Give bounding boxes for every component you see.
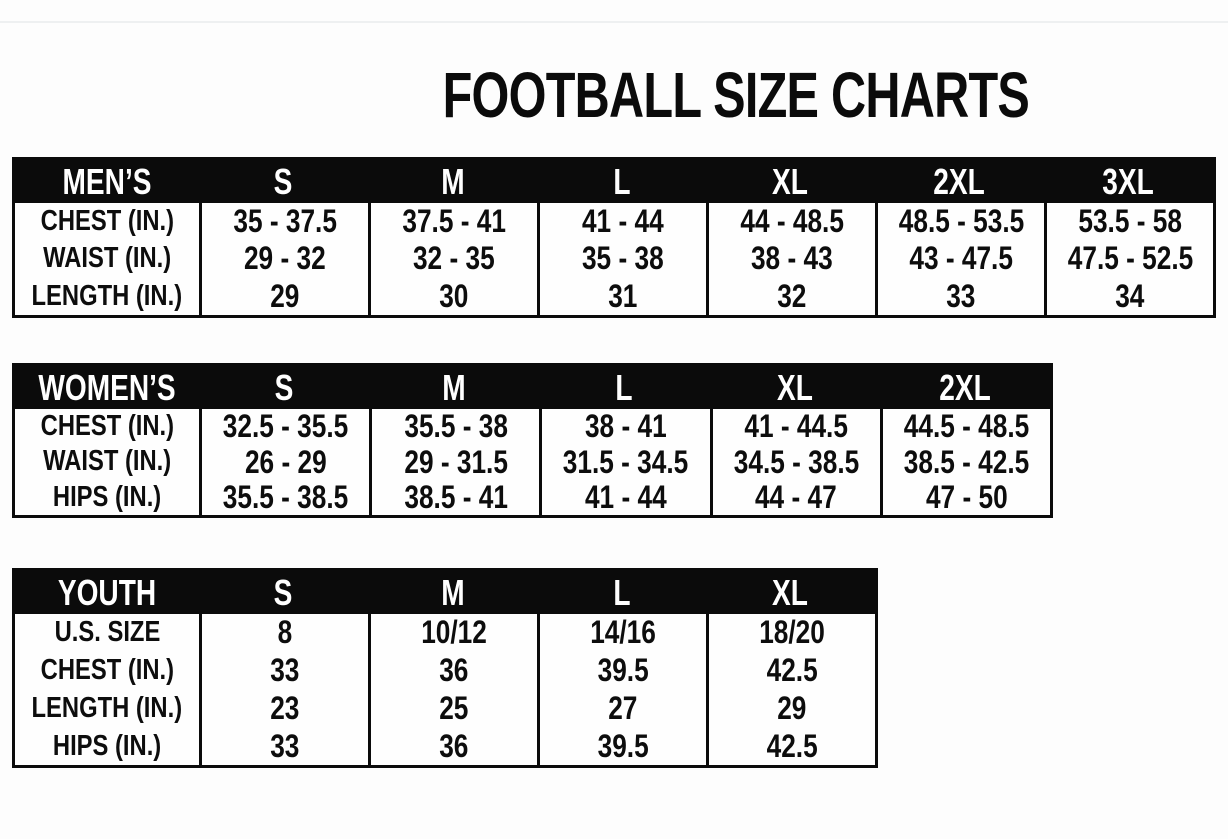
size-value-cell	[1044, 278, 1213, 315]
size-value: 35.5 - 38.5	[222, 479, 349, 515]
size-value: 33	[946, 277, 976, 314]
size-value: 32	[777, 277, 807, 314]
size-value: 35 - 38	[582, 240, 664, 277]
size-value: 48.5 - 53.5	[898, 203, 1024, 240]
size-value: 41 - 44.5	[744, 409, 848, 445]
column-header-label: 2XL	[939, 366, 991, 408]
size-value: 42.5	[766, 652, 818, 689]
size-value-cell	[368, 203, 537, 240]
column-header	[875, 160, 1044, 203]
size-value-cell	[369, 444, 539, 479]
size-value-cell	[537, 278, 706, 315]
column-header	[706, 571, 875, 614]
size-value: 23	[270, 689, 300, 726]
size-value-cell	[199, 409, 369, 444]
size-value: 47.5 - 52.5	[1067, 240, 1193, 277]
column-header	[537, 160, 706, 203]
row-label: CHEST (IN.)	[40, 205, 174, 238]
size-value-cell	[199, 278, 368, 315]
size-value: 38 - 43	[751, 240, 833, 277]
size-value: 18/20	[759, 614, 825, 651]
row-label-cell	[15, 727, 199, 765]
column-header-label: L	[615, 366, 634, 408]
size-value: 38 - 41	[585, 409, 667, 445]
size-value: 31	[608, 277, 638, 314]
size-chart-mens	[12, 157, 1216, 318]
row-label-cell	[15, 614, 199, 652]
column-header-label: M	[440, 571, 465, 613]
column-header-label: XL	[772, 160, 809, 202]
size-value-cell	[199, 614, 368, 652]
column-header-label: XL	[776, 366, 813, 408]
column-header-label: S	[274, 571, 293, 613]
column-header-label: M	[442, 366, 466, 408]
size-value: 34	[1115, 277, 1145, 314]
size-value-cell	[875, 240, 1044, 277]
size-value: 35 - 37.5	[233, 203, 337, 240]
size-value: 29	[270, 277, 300, 314]
size-value-cell	[880, 409, 1050, 444]
size-value: 37.5 - 41	[402, 203, 506, 240]
table-title-cell	[15, 160, 199, 203]
column-header-label: XL	[772, 571, 809, 613]
column-header-label: L	[612, 571, 631, 613]
row-label: CHEST (IN.)	[40, 654, 174, 687]
size-value-cell	[706, 614, 875, 652]
size-value-cell	[199, 727, 368, 765]
top-divider-line	[0, 21, 1228, 23]
row-label: HIPS (IN.)	[52, 480, 162, 513]
row-label: LENGTH (IN.)	[31, 279, 183, 312]
size-value: 27	[608, 689, 638, 726]
size-value-cell	[539, 409, 709, 444]
size-value: 32 - 35	[413, 240, 495, 277]
size-value-cell	[539, 480, 709, 515]
column-header	[199, 366, 369, 409]
column-header	[368, 571, 537, 614]
column-header-label: M	[440, 160, 465, 202]
column-header-label: S	[274, 366, 294, 408]
size-value-cell	[539, 444, 709, 479]
size-value: 53.5 - 58	[1078, 203, 1182, 240]
size-value-cell	[710, 409, 880, 444]
column-header	[199, 160, 368, 203]
page-title-row	[0, 58, 1228, 131]
row-label-cell	[15, 409, 199, 444]
size-value: 47 - 50	[925, 479, 1008, 515]
column-header-label: S	[274, 160, 293, 202]
size-value-cell	[368, 690, 537, 728]
size-value-cell	[706, 727, 875, 765]
size-value: 36	[439, 652, 469, 689]
row-label-cell	[15, 240, 199, 277]
row-label: U.S. SIZE	[54, 616, 160, 649]
size-value-cell	[706, 278, 875, 315]
size-value-cell	[199, 690, 368, 728]
size-value-cell	[368, 652, 537, 690]
size-value: 38.5 - 42.5	[903, 444, 1030, 480]
size-value: 33	[270, 652, 300, 689]
table-title-label: MEN’S	[62, 160, 152, 202]
size-value: 30	[439, 277, 469, 314]
size-value: 8	[277, 614, 293, 651]
column-header	[1044, 160, 1213, 203]
column-header	[706, 160, 875, 203]
size-value: 26 - 29	[244, 444, 327, 480]
size-value: 14/16	[590, 614, 656, 651]
size-value-cell	[368, 240, 537, 277]
size-value: 29 - 32	[244, 240, 326, 277]
size-value-cell	[199, 444, 369, 479]
table-title-cell	[15, 366, 199, 409]
row-label-cell	[15, 278, 199, 315]
size-value: 38.5 - 41	[403, 479, 508, 515]
size-value-cell	[368, 278, 537, 315]
column-header	[880, 366, 1050, 409]
size-value-cell	[706, 203, 875, 240]
column-header-label: L	[612, 160, 631, 202]
size-value: 44 - 48.5	[740, 203, 844, 240]
size-value-cell	[875, 278, 1044, 315]
size-value-cell	[199, 480, 369, 515]
size-value: 44 - 47	[755, 479, 838, 515]
size-value-cell	[369, 409, 539, 444]
size-value-cell	[537, 652, 706, 690]
row-label-cell	[15, 690, 199, 728]
size-value: 32.5 - 35.5	[222, 409, 349, 445]
size-value: 29	[777, 689, 807, 726]
column-header	[710, 366, 880, 409]
row-label-cell	[15, 203, 199, 240]
size-value: 43 - 47.5	[909, 240, 1013, 277]
column-header	[369, 366, 539, 409]
column-header	[539, 366, 709, 409]
size-value-cell	[537, 690, 706, 728]
size-value: 10/12	[421, 614, 487, 651]
row-label: HIPS (IN.)	[52, 729, 162, 762]
size-value-cell	[199, 652, 368, 690]
size-value: 41 - 44	[582, 203, 664, 240]
column-header	[199, 571, 368, 614]
column-header	[368, 160, 537, 203]
page-title: FOOTBALL SIZE CHARTS	[442, 59, 1030, 131]
row-label: WAIST (IN.)	[42, 445, 172, 478]
table-title-label: WOMEN’S	[38, 366, 176, 408]
row-label-cell	[15, 652, 199, 690]
size-value: 31.5 - 34.5	[563, 444, 689, 480]
size-value: 44.5 - 48.5	[903, 409, 1030, 445]
size-value-cell	[1044, 240, 1213, 277]
size-value-cell	[710, 480, 880, 515]
row-label-cell	[15, 444, 199, 479]
size-value: 35.5 - 38	[403, 409, 508, 445]
table-title-cell	[15, 571, 199, 614]
size-value: 39.5	[597, 727, 649, 764]
size-value-cell	[537, 240, 706, 277]
size-value-cell	[537, 614, 706, 652]
column-header	[537, 571, 706, 614]
row-label: WAIST (IN.)	[42, 242, 172, 275]
column-header-label: 2XL	[933, 160, 986, 202]
size-value: 29 - 31.5	[403, 444, 508, 480]
size-value-cell	[706, 240, 875, 277]
size-value-cell	[706, 652, 875, 690]
size-value-cell	[369, 480, 539, 515]
size-chart-womens	[12, 363, 1053, 518]
size-value: 41 - 44	[585, 479, 667, 515]
size-value-cell	[368, 614, 537, 652]
row-label: LENGTH (IN.)	[31, 691, 183, 724]
size-value: 34.5 - 38.5	[733, 444, 859, 480]
size-value-cell	[706, 690, 875, 728]
size-value-cell	[537, 203, 706, 240]
size-value-cell	[537, 727, 706, 765]
column-header-label: 3XL	[1102, 160, 1155, 202]
row-label-cell	[15, 480, 199, 515]
size-value-cell	[880, 480, 1050, 515]
size-chart-youth	[12, 568, 878, 768]
size-value-cell	[1044, 203, 1213, 240]
size-value: 25	[439, 689, 469, 726]
size-value-cell	[710, 444, 880, 479]
row-label: CHEST (IN.)	[40, 410, 174, 443]
size-value-cell	[199, 240, 368, 277]
size-value-cell	[875, 203, 1044, 240]
size-value: 42.5	[766, 727, 818, 764]
size-value-cell	[199, 203, 368, 240]
size-value: 39.5	[597, 652, 649, 689]
size-value: 36	[439, 727, 469, 764]
size-value-cell	[368, 727, 537, 765]
table-title-label: YOUTH	[57, 571, 157, 613]
size-value-cell	[880, 444, 1050, 479]
size-value: 33	[270, 727, 300, 764]
